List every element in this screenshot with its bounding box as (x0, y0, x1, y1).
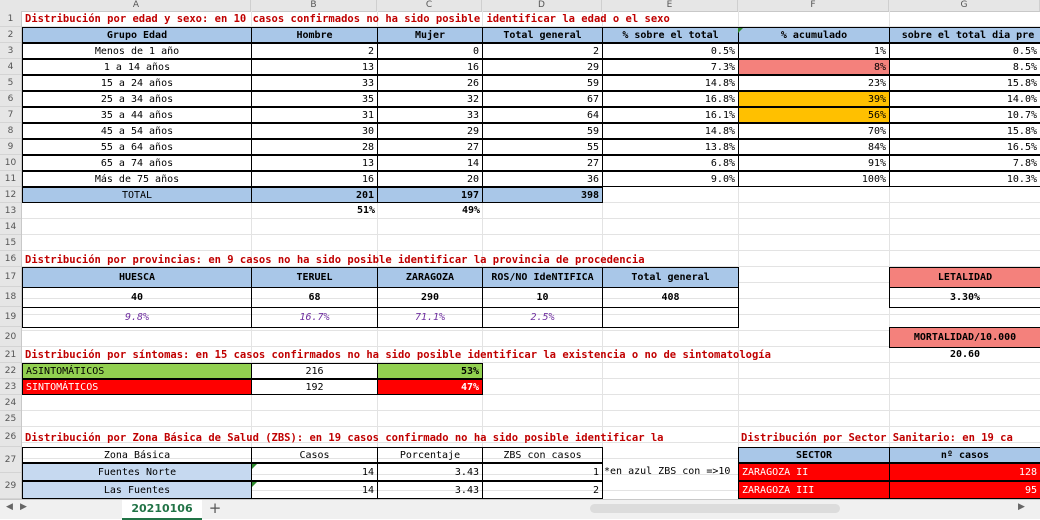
value-huesca[interactable]: 40 (22, 287, 252, 308)
cell-porcentaje[interactable]: 3.43 (377, 463, 483, 481)
note-zbs[interactable]: *en azul ZBS con =>10 (604, 466, 731, 477)
pct-mujer[interactable]: 49% (461, 205, 480, 216)
value-mortalidad[interactable]: 20.60 (949, 349, 981, 360)
header-pct-acumulado[interactable]: % acumulado (738, 27, 890, 43)
cell-pct-total[interactable]: 14.8% (602, 123, 739, 139)
total-general[interactable]: 398 (482, 187, 603, 203)
cell-mujer[interactable]: 20 (377, 171, 483, 187)
header-zbs-con-casos[interactable]: ZBS con casos (482, 447, 603, 463)
row-header[interactable]: 20 (0, 327, 21, 347)
column-header-d[interactable]: D (482, 0, 602, 11)
row-header[interactable]: 12 (0, 187, 21, 203)
cell-total[interactable]: 2 (482, 43, 603, 59)
cell-pct-total[interactable]: 6.8% (602, 155, 739, 171)
column-header-c[interactable]: C (377, 0, 482, 11)
header-casos[interactable]: Casos (251, 447, 378, 463)
header-total-provincias[interactable]: Total general (602, 267, 739, 288)
value-sintomaticos[interactable]: 192 (251, 379, 378, 395)
cell-pct-acumulado[interactable]: 100% (738, 171, 890, 187)
cell-pct-total[interactable]: 16.1% (602, 107, 739, 123)
cell-pct-dia-previo[interactable]: 15.8% (889, 123, 1040, 139)
row-header[interactable]: 2 (0, 27, 21, 43)
row-header[interactable]: 9 (0, 139, 21, 155)
cell-grupo-edad[interactable]: 1 a 14 años (22, 59, 252, 75)
cell-total[interactable]: 67 (482, 91, 603, 107)
cell-mujer[interactable]: 29 (377, 123, 483, 139)
value-zaragoza[interactable]: 290 (377, 287, 483, 308)
cell-total[interactable]: 64 (482, 107, 603, 123)
cell-hombre[interactable]: 2 (251, 43, 378, 59)
cell-pct-acumulado[interactable]: 23% (738, 75, 890, 91)
cell-pct-total[interactable]: 13.8% (602, 139, 739, 155)
cell-hombre[interactable]: 13 (251, 59, 378, 75)
pct-hombre[interactable]: 51% (356, 205, 375, 216)
error-indicator-icon (738, 28, 743, 33)
cell-pct-acumulado[interactable]: 39% (738, 91, 890, 107)
row-header[interactable]: 4 (0, 59, 21, 75)
cell-pct-dia-previo[interactable]: 8.5% (889, 59, 1040, 75)
cell-zona-basica[interactable]: Las Fuentes (22, 481, 252, 499)
cell-grupo-edad[interactable]: Más de 75 años (22, 171, 252, 187)
value-no-identifica[interactable]: 10 (482, 287, 603, 308)
cell-pct-total[interactable]: 7.3% (602, 59, 739, 75)
cell-grupo-edad[interactable]: 15 a 24 años (22, 75, 252, 91)
cell-hombre[interactable]: 16 (251, 171, 378, 187)
cell-pct-dia-previo[interactable]: 10.3% (889, 171, 1040, 187)
cell-mujer[interactable]: 14 (377, 155, 483, 171)
header-huesca[interactable]: HUESCA (22, 267, 252, 288)
cell-hombre[interactable]: 30 (251, 123, 378, 139)
cell-grupo-edad[interactable]: 55 a 64 años (22, 139, 252, 155)
cell-mujer[interactable]: 16 (377, 59, 483, 75)
cell-grupo-edad[interactable]: Menos de 1 año (22, 43, 252, 59)
cell-total[interactable]: 29 (482, 59, 603, 75)
column-header-a[interactable]: A (22, 0, 251, 11)
value-letalidad[interactable]: 3.30% (889, 287, 1040, 308)
row-header[interactable]: 7 (0, 107, 21, 123)
cell-total[interactable]: 36 (482, 171, 603, 187)
cell-zbs-con-casos[interactable]: 2 (482, 481, 603, 499)
cell-mujer[interactable]: 33 (377, 107, 483, 123)
row-header[interactable]: 6 (0, 91, 21, 107)
scroll-right-icon[interactable]: ▶ (20, 502, 27, 512)
pct-no-identifica[interactable]: 2.5% (482, 307, 603, 328)
cell-hombre[interactable]: 33 (251, 75, 378, 91)
column-header-f[interactable]: F (738, 0, 889, 11)
row-header[interactable]: 27 (0, 447, 21, 473)
header-zaragoza[interactable]: ZARAGOZA (377, 267, 483, 288)
cell-pct-total[interactable]: 9.0% (602, 171, 739, 187)
title-edad-sexo[interactable]: Distribución por edad y sexo: en 10 casos confirmados no ha sido posible identificar la edad o el sexo (25, 13, 670, 25)
header-hombre[interactable]: Hombre (251, 27, 378, 43)
label-sintomaticos[interactable]: SINTOMÁTICOS (22, 379, 252, 395)
cell-pct-acumulado[interactable]: 70% (738, 123, 890, 139)
cell-sector[interactable]: ZARAGOZA II (738, 463, 890, 481)
header-teruel[interactable]: TERUEL (251, 267, 378, 288)
row-header[interactable]: 26 (0, 427, 21, 447)
header-zona-basica[interactable]: Zona Básica (22, 447, 252, 463)
add-sheet-icon[interactable]: + (208, 499, 222, 517)
cell-grupo-edad[interactable]: 35 a 44 años (22, 107, 252, 123)
value-teruel[interactable]: 68 (251, 287, 378, 308)
row-header[interactable]: 1 (0, 11, 21, 27)
cell-porcentaje[interactable]: 3.43 (377, 481, 483, 499)
column-header-g[interactable]: G (889, 0, 1040, 11)
title-provincias[interactable]: Distribución por provincias: en 9 casos no ha sido posible identificar la provincia de procedencia (25, 254, 645, 266)
row-header[interactable]: 10 (0, 155, 21, 171)
header-no-identifica[interactable]: ROS/NO IdeNTIFICA (482, 267, 603, 288)
row-header[interactable]: 17 (0, 267, 21, 287)
row-header[interactable]: 3 (0, 43, 21, 59)
header-total-general[interactable]: Total general (482, 27, 603, 43)
row-header-bar (0, 11, 22, 499)
cell-mujer[interactable]: 27 (377, 139, 483, 155)
row-header[interactable]: 13 (0, 203, 21, 219)
value-total-provincias[interactable]: 408 (602, 287, 739, 308)
header-porcentaje[interactable]: Porcentaje (377, 447, 483, 463)
error-indicator-icon (252, 482, 257, 487)
horizontal-scrollbar[interactable] (590, 504, 840, 513)
title-zbs[interactable]: Distribución por Zona Básica de Salud (ZBS): en 19 casos confirmado no ha sido posible identificar la (25, 432, 664, 444)
row-header[interactable]: 19 (0, 307, 21, 327)
header-mortalidad[interactable]: MORTALIDAD/10.000 (889, 327, 1040, 348)
cell-grupo-edad[interactable]: 65 a 74 años (22, 155, 252, 171)
row-header[interactable]: 14 (0, 219, 21, 235)
cell-hombre[interactable]: 13 (251, 155, 378, 171)
pct-asintomaticos[interactable]: 53% (377, 363, 483, 379)
cell-sector-casos[interactable]: 95 (889, 481, 1040, 499)
cell-pct-dia-previo[interactable]: 16.5% (889, 139, 1040, 155)
cell-mujer[interactable]: 32 (377, 91, 483, 107)
column-header-b[interactable]: B (251, 0, 377, 11)
row-header[interactable]: 22 (0, 363, 21, 379)
pct-huesca[interactable]: 9.8% (22, 307, 252, 328)
title-sintomas[interactable]: Distribución por síntomas: en 15 casos confirmados no ha sido posible identificar la existencia o no de sintomatología (25, 349, 771, 361)
row-header[interactable]: 23 (0, 379, 21, 395)
cell-grupo-edad[interactable]: 25 a 34 años (22, 91, 252, 107)
pct-teruel[interactable]: 16.7% (251, 307, 378, 328)
cell-mujer[interactable]: 26 (377, 75, 483, 91)
cell-hombre[interactable]: 31 (251, 107, 378, 123)
cell-pct-total[interactable]: 0.5% (602, 43, 739, 59)
row-header[interactable]: 5 (0, 75, 21, 91)
cell-total[interactable]: 59 (482, 123, 603, 139)
error-indicator-icon (252, 464, 257, 469)
cell-total[interactable]: 55 (482, 139, 603, 155)
cell-zbs-con-casos[interactable]: 1 (482, 463, 603, 481)
header-mujer[interactable]: Mujer (377, 27, 483, 43)
total-hombre[interactable]: 201 (251, 187, 378, 203)
pct-sintomaticos[interactable]: 47% (377, 379, 483, 395)
cell-grupo-edad[interactable]: 45 a 54 años (22, 123, 252, 139)
cell-hombre[interactable]: 28 (251, 139, 378, 155)
cell-sector-casos[interactable]: 128 (889, 463, 1040, 481)
sheet-grid[interactable] (22, 11, 1040, 499)
row-header[interactable]: 8 (0, 123, 21, 139)
header-sector[interactable]: SECTOR (738, 447, 890, 463)
scroll-right-end-icon[interactable]: ▶ (1018, 502, 1025, 512)
header-pct-dia-previo[interactable]: sobre el total dia pre (889, 27, 1040, 43)
scroll-left-icon[interactable]: ◀ (6, 502, 13, 512)
pct-zaragoza[interactable]: 71.1% (377, 307, 483, 328)
row-header[interactable]: 11 (0, 171, 21, 187)
pct-total-empty[interactable] (602, 307, 739, 328)
row-header[interactable]: 15 (0, 235, 21, 251)
cell-total[interactable]: 59 (482, 75, 603, 91)
row-header[interactable]: 29 (0, 473, 21, 499)
cell-pct-dia-previo[interactable]: 14.0% (889, 91, 1040, 107)
value-asintomaticos[interactable]: 216 (251, 363, 378, 379)
row-header[interactable]: 24 (0, 395, 21, 411)
row-header[interactable]: 25 (0, 411, 21, 427)
cell-pct-total[interactable]: 16.8% (602, 91, 739, 107)
sheet-tab[interactable]: 20210106 (122, 500, 202, 520)
cell-pct-dia-previo[interactable]: 0.5% (889, 43, 1040, 59)
cell-pct-acumulado[interactable]: 84% (738, 139, 890, 155)
cell-zona-basica[interactable]: Fuentes Norte (22, 463, 252, 481)
row-header[interactable]: 16 (0, 251, 21, 267)
label-asintomaticos[interactable]: ASINTOMÁTICOS (22, 363, 252, 379)
cell-total[interactable]: 27 (482, 155, 603, 171)
header-n-casos[interactable]: nº casos (889, 447, 1040, 463)
header-pct-total[interactable]: % sobre el total (602, 27, 739, 43)
title-sector[interactable]: Distribución por Sector Sanitario: en 19 ca (741, 432, 1013, 444)
cell-pct-acumulado[interactable]: 8% (738, 59, 890, 75)
cell-mujer[interactable]: 0 (377, 43, 483, 59)
cell-pct-dia-previo[interactable]: 15.8% (889, 75, 1040, 91)
total-mujer[interactable]: 197 (377, 187, 483, 203)
cell-casos[interactable]: 14 (251, 463, 378, 481)
cell-pct-dia-previo[interactable]: 7.8% (889, 155, 1040, 171)
cell-pct-acumulado[interactable]: 91% (738, 155, 890, 171)
cell-pct-acumulado[interactable]: 1% (738, 43, 890, 59)
cell-pct-dia-previo[interactable]: 10.7% (889, 107, 1040, 123)
column-header-e[interactable]: E (602, 0, 738, 11)
cell-pct-acumulado[interactable]: 56% (738, 107, 890, 123)
cell-sector[interactable]: ZARAGOZA III (738, 481, 890, 499)
row-header[interactable]: 21 (0, 347, 21, 363)
cell-casos[interactable]: 14 (251, 481, 378, 499)
header-grupo-edad[interactable]: Grupo Edad (22, 27, 252, 43)
header-letalidad[interactable]: LETALIDAD (889, 267, 1040, 288)
row-header[interactable]: 18 (0, 287, 21, 307)
sheet-tab-bar (0, 499, 1040, 519)
cell-pct-total[interactable]: 14.8% (602, 75, 739, 91)
total-label[interactable]: TOTAL (22, 187, 252, 203)
cell-hombre[interactable]: 35 (251, 91, 378, 107)
